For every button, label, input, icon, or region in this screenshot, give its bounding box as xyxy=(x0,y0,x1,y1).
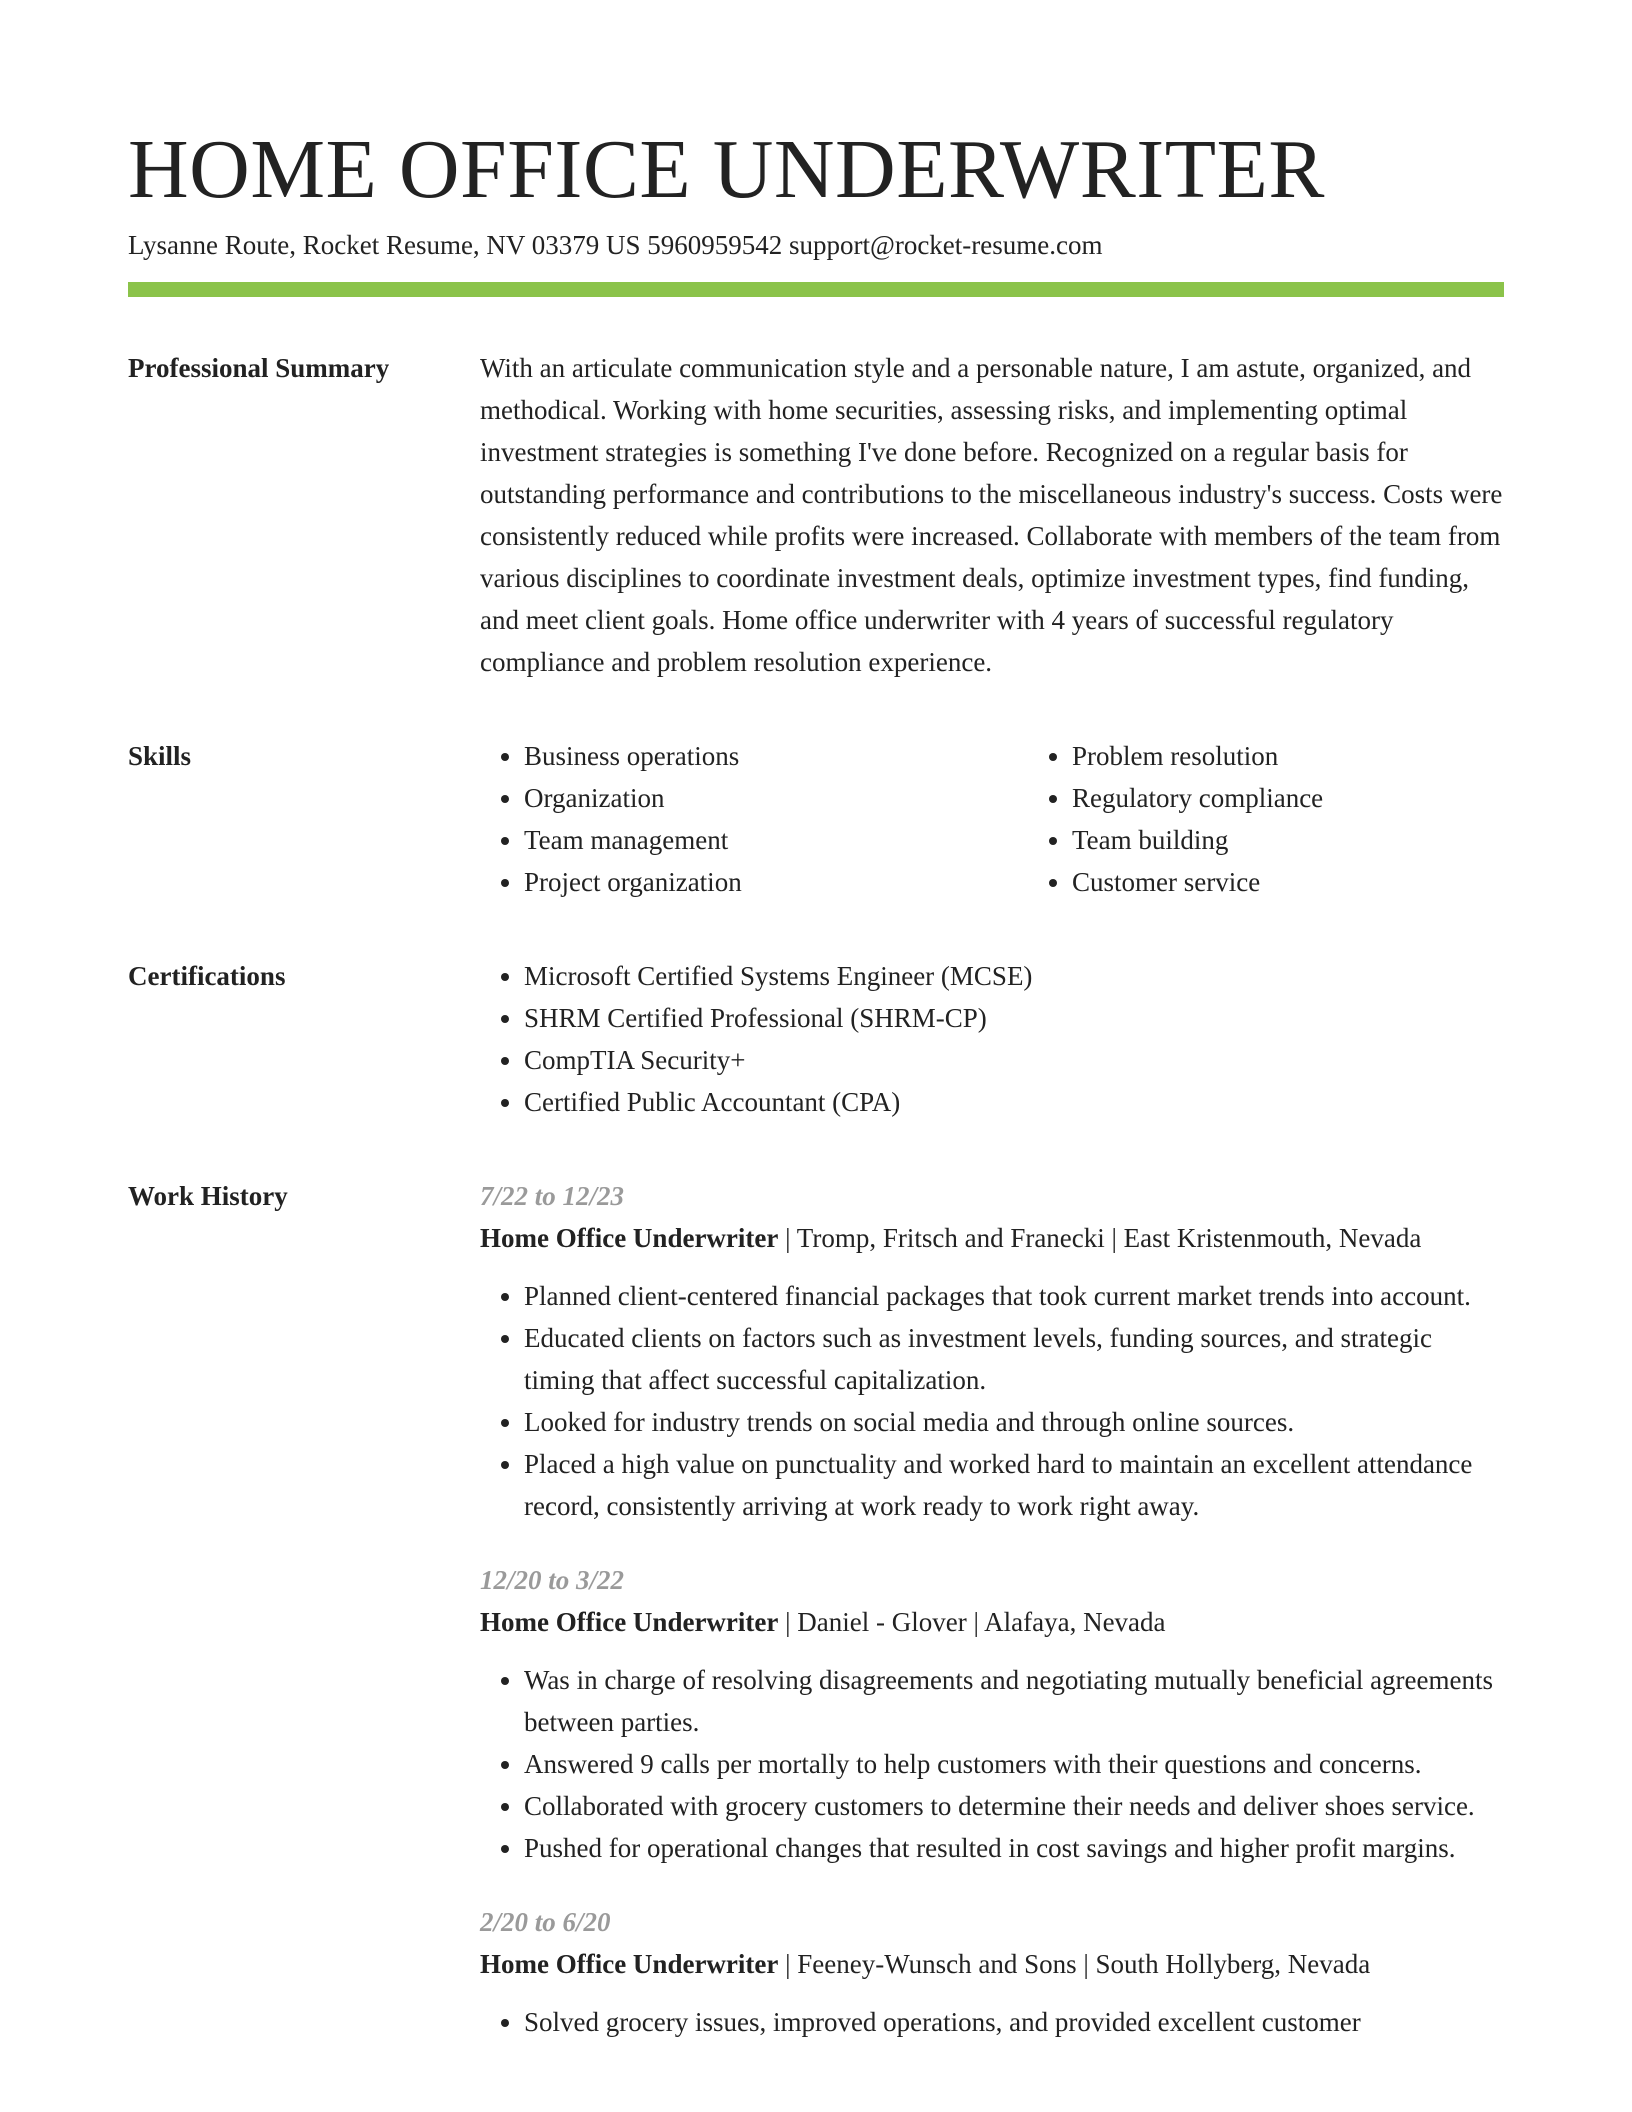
certification-item: • SHRM Certified Professional (SHRM-CP) xyxy=(524,997,1504,1039)
section-heading-skills: Skills xyxy=(128,741,192,771)
resume-title: HOME OFFICE UNDERWRITER xyxy=(128,123,1325,216)
certifications-body xyxy=(480,955,1504,1123)
work-history-body xyxy=(480,1175,1504,2075)
skills-section xyxy=(128,735,1504,903)
section-heading-summary: Professional Summary xyxy=(128,353,390,383)
job-bullets xyxy=(480,1275,1504,1527)
section-heading-certifications: Certifications xyxy=(128,961,286,991)
job-bullet: • Educated clients on factors such as investment levels, funding sources, and strategic timing that affect successful capitalization. xyxy=(524,1317,1504,1401)
job-details: | Feeney-Wunsch and Sons | South Hollyberg, Nevada xyxy=(778,1949,1371,1979)
job-entry xyxy=(480,1175,1504,1527)
job-entry xyxy=(480,1559,1504,1869)
section-heading-work-history: Work History xyxy=(128,1181,288,1211)
job-bullet: • Collaborated with grocery customers to determine their needs and deliver shoes service. xyxy=(524,1785,1504,1827)
job-details: | Tromp, Fritsch and Franecki | East Kristenmouth, Nevada xyxy=(778,1223,1422,1253)
certifications-section xyxy=(128,955,1504,1123)
skill-item: • Customer service xyxy=(1072,861,1576,903)
job-dates: 7/22 to 12/23 xyxy=(480,1181,625,1211)
job-bullet: • Pushed for operational changes that resulted in cost savings and higher profit margins. xyxy=(524,1827,1504,1869)
job-header xyxy=(480,1601,1504,1643)
job-dates: 12/20 to 3/22 xyxy=(480,1565,625,1595)
summary-section xyxy=(128,347,1504,683)
skills-column-2 xyxy=(1028,735,1576,903)
job-bullet: • Answered 9 calls per mortally to help customers with their questions and concerns. xyxy=(524,1743,1504,1785)
job-title: Home Office Underwriter xyxy=(480,1607,779,1637)
skills-grid xyxy=(480,735,1576,903)
job-bullets xyxy=(480,1659,1504,1869)
certifications-list xyxy=(480,955,1504,1123)
job-bullet: • Solved grocery issues, improved operations, and provided excellent customer xyxy=(524,2001,1504,2043)
skill-item: • Regulatory compliance xyxy=(1072,777,1576,819)
job-details: | Daniel - Glover | Alafaya, Nevada xyxy=(778,1607,1166,1637)
job-bullet: • Planned client-centered financial packages that took current market trends into account. xyxy=(524,1275,1504,1317)
skill-item: • Team management xyxy=(524,819,1028,861)
contact-line: Lysanne Route, Rocket Resume, NV 03379 US 5960959542 support@rocket-resume.com xyxy=(128,230,1103,260)
job-bullet: • Looked for industry trends on social media and through online sources. xyxy=(524,1401,1504,1443)
resume-page xyxy=(128,0,1504,2075)
job-bullets xyxy=(480,2001,1504,2043)
skill-item: • Problem resolution xyxy=(1072,735,1576,777)
job-bullet: • Placed a high value on punctuality and worked hard to maintain an excellent attendance record, consistently arriving at work ready to work right away. xyxy=(524,1443,1504,1527)
accent-divider xyxy=(128,282,1504,297)
certification-item: • Certified Public Accountant (CPA) xyxy=(524,1081,1504,1123)
skill-item: • Project organization xyxy=(524,861,1028,903)
job-title: Home Office Underwriter xyxy=(480,1949,779,1979)
skill-item: • Team building xyxy=(1072,819,1576,861)
summary-text: With an articulate communication style and a personable nature, I am astute, organized, and methodical. Working with home securities, assessing risks, and implementing optimal investment strategies is something I've done before. Recognized on a regular basis for outstanding performance and contributions to the miscellaneous industry's success. Costs were consistently reduced while profits were increased. Collaborate with members of the team from various disciplines to coordinate investment deals, optimize investment types, find funding, and meet client goals. Home office underwriter with 4 years of successful regulatory compliance and problem resolution experience. xyxy=(480,353,1503,677)
skill-item: • Organization xyxy=(524,777,1028,819)
summary-body xyxy=(480,347,1504,683)
job-bullet: • Was in charge of resolving disagreements and negotiating mutually beneficial agreements between parties. xyxy=(524,1659,1504,1743)
work-history-section xyxy=(128,1175,1504,2075)
job-entry xyxy=(480,1901,1504,2043)
certification-item: • CompTIA Security+ xyxy=(524,1039,1504,1081)
job-title: Home Office Underwriter xyxy=(480,1223,779,1253)
certification-item: • Microsoft Certified Systems Engineer (MCSE) xyxy=(524,955,1504,997)
job-dates: 2/20 to 6/20 xyxy=(480,1907,611,1937)
job-header xyxy=(480,1943,1504,1985)
skills-column-1 xyxy=(480,735,1028,903)
job-header xyxy=(480,1217,1504,1259)
skill-item: • Business operations xyxy=(524,735,1028,777)
